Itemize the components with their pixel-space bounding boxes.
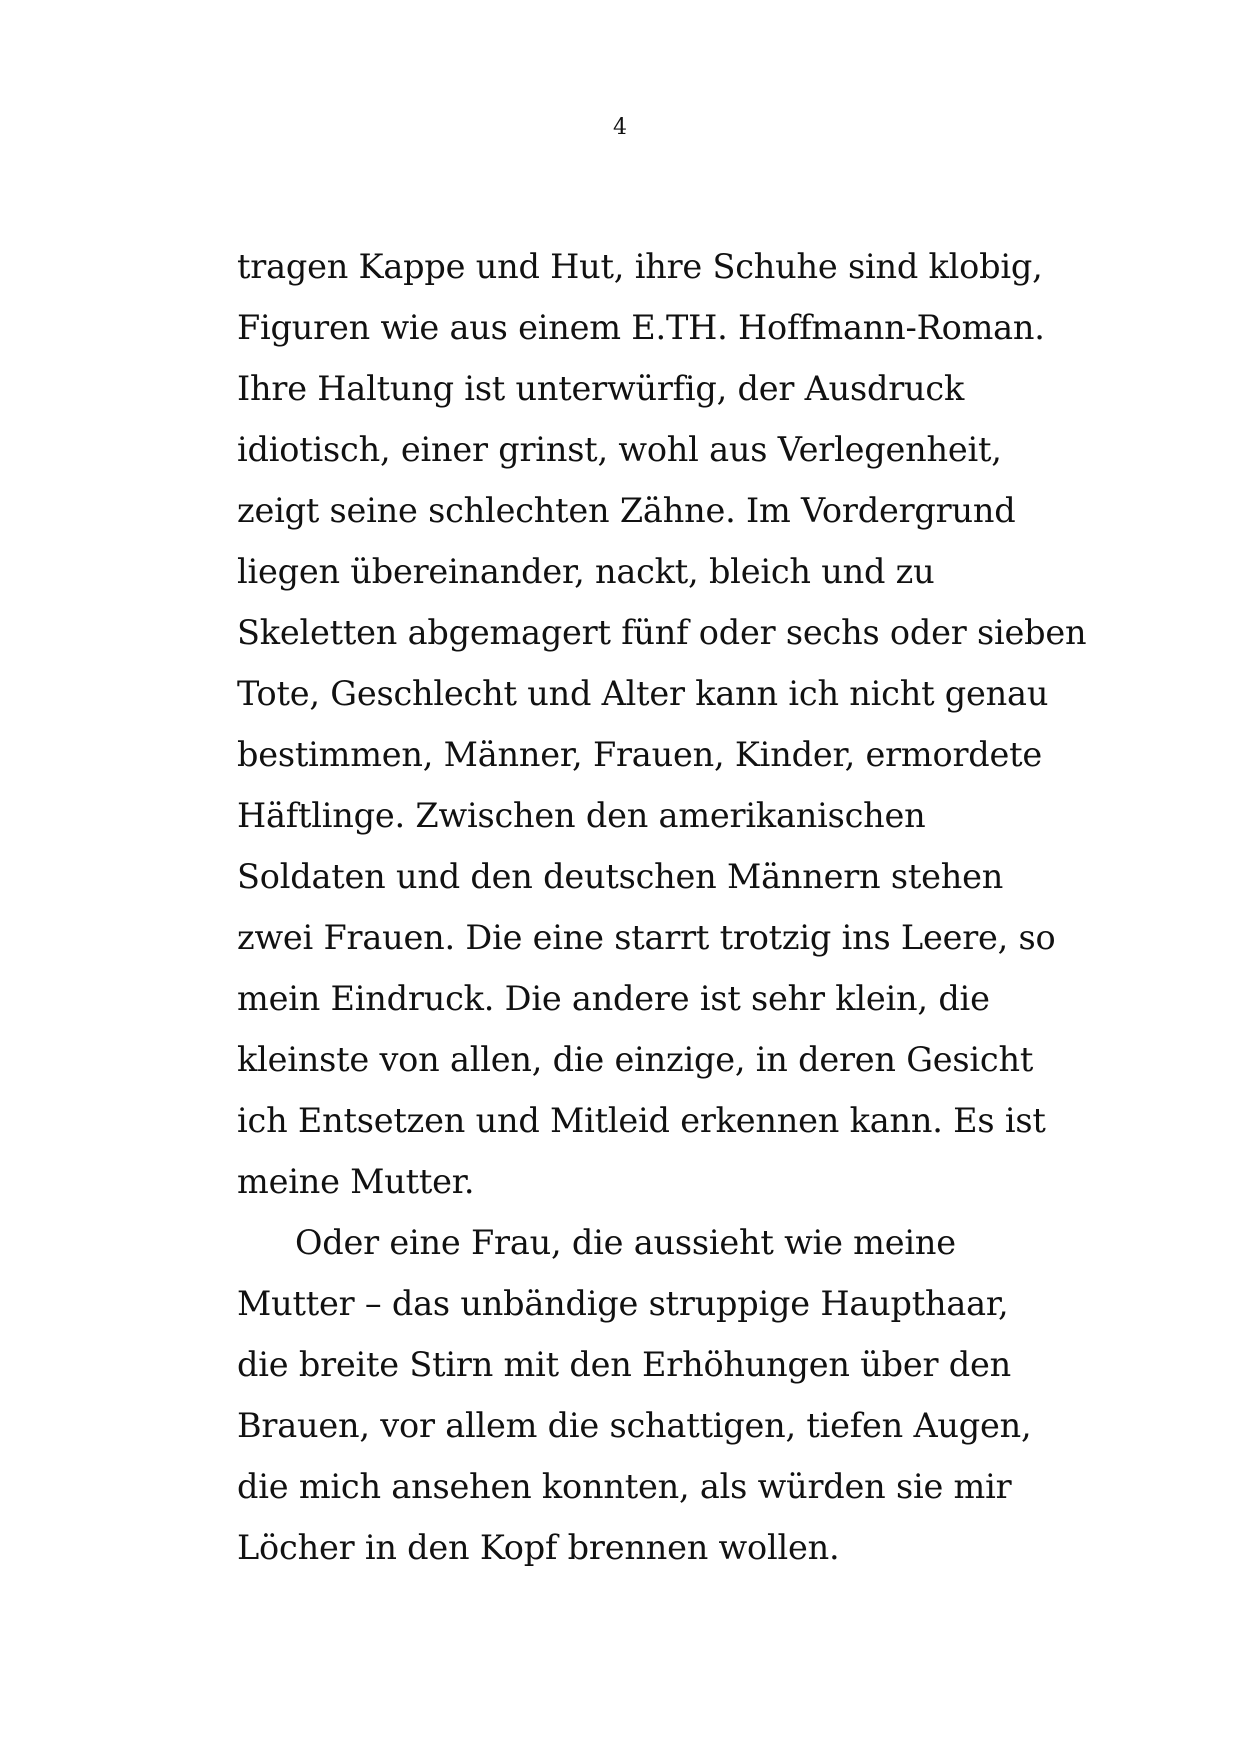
body-text bbox=[237, 236, 1087, 1578]
text-line: mein Eindruck. Die andere ist sehr klein, die bbox=[237, 979, 990, 1018]
text-line: ich Entsetzen und Mitleid erkennen kann. Es ist bbox=[237, 1101, 1046, 1140]
text-line: Soldaten und den deutschen Männern stehen bbox=[237, 857, 1004, 896]
text-line: Mutter – das unbändige struppige Haupthaar, bbox=[237, 1284, 1009, 1323]
paragraph-2 bbox=[237, 1212, 1032, 1578]
page-number: 4 bbox=[613, 115, 627, 140]
text-line: zwei Frauen. Die eine starrt trotzig ins Leere, so bbox=[237, 918, 1056, 957]
text-line: Skeletten abgemagert fünf oder sechs oder sieben bbox=[237, 613, 1087, 652]
text-line: tragen Kappe und Hut, ihre Schuhe sind klobig, bbox=[237, 247, 1043, 286]
text-line: Häftlinge. Zwischen den amerikanischen bbox=[237, 796, 926, 835]
text-line: Ihre Haltung ist unterwürfig, der Ausdruck bbox=[237, 369, 965, 408]
text-line: meine Mutter. bbox=[237, 1162, 475, 1201]
text-line: idiotisch, einer grinst, wohl aus Verlegenheit, bbox=[237, 430, 1002, 469]
text-line: kleinste von allen, die einzige, in deren Gesicht bbox=[237, 1040, 1034, 1079]
text-line: die breite Stirn mit den Erhöhungen über den bbox=[237, 1345, 1012, 1384]
text-line: Brauen, vor allem die schattigen, tiefen Augen, bbox=[237, 1406, 1032, 1445]
paragraph-1 bbox=[237, 236, 1087, 1212]
text-line: Löcher in den Kopf brennen wollen. bbox=[237, 1528, 840, 1567]
text-line: Figuren wie aus einem E.TH. Hoffmann-Roman. bbox=[237, 308, 1045, 347]
text-line: liegen übereinander, nackt, bleich und zu bbox=[237, 552, 935, 591]
text-line: zeigt seine schlechten Zähne. Im Vordergrund bbox=[237, 491, 1016, 530]
text-line: die mich ansehen konnten, als würden sie mir bbox=[237, 1467, 1012, 1506]
text-line: bestimmen, Männer, Frauen, Kinder, ermordete bbox=[237, 735, 1043, 774]
text-line: Tote, Geschlecht und Alter kann ich nicht genau bbox=[237, 674, 1049, 713]
text-line-indented: Oder eine Frau, die aussieht wie meine bbox=[295, 1223, 956, 1262]
